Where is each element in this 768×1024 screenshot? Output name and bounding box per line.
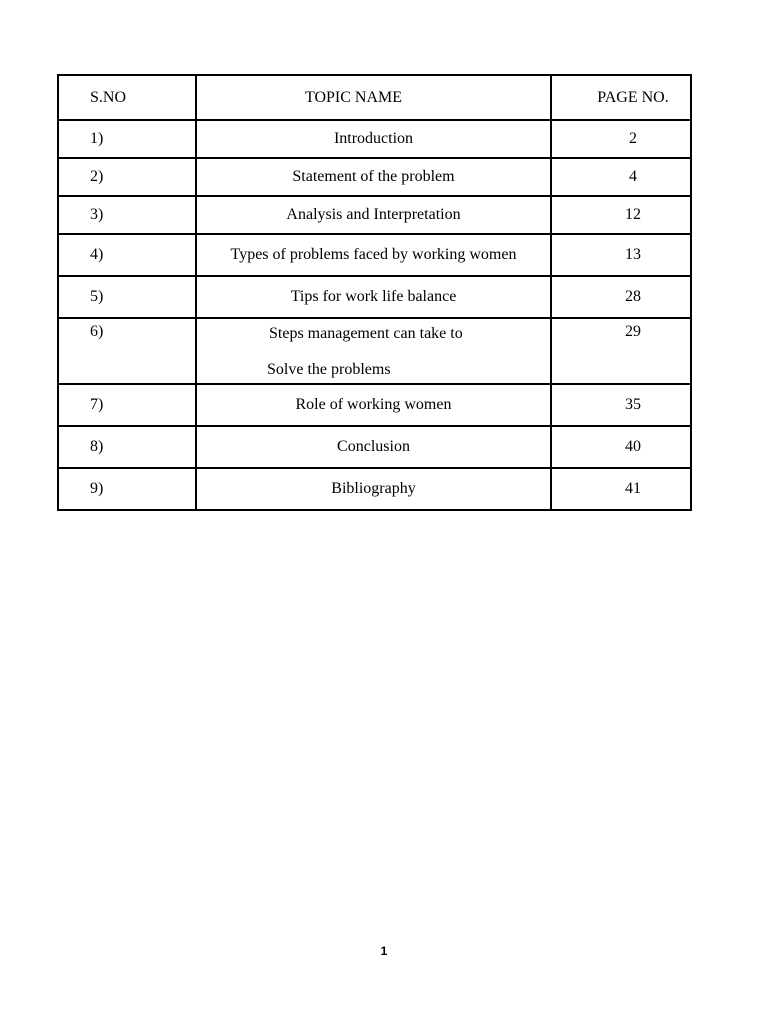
row-topic: Bibliography bbox=[196, 468, 551, 510]
row-sno: 8) bbox=[58, 426, 196, 468]
header-sno: S.NO bbox=[58, 75, 196, 120]
row-sno: 7) bbox=[58, 384, 196, 426]
header-topic-name: TOPIC NAME bbox=[196, 75, 551, 120]
table-row bbox=[58, 120, 691, 158]
row-topic: Tips for work life balance bbox=[196, 276, 551, 318]
row-page: 12 bbox=[551, 196, 691, 234]
row-sno: 6) bbox=[58, 318, 196, 384]
table-header-row bbox=[58, 75, 691, 120]
row-topic-line-2: Solve the problems bbox=[267, 361, 391, 378]
row-page: 2 bbox=[551, 120, 691, 158]
row-page: 41 bbox=[551, 468, 691, 510]
table-row bbox=[58, 468, 691, 510]
row-page: 28 bbox=[551, 276, 691, 318]
row-sno: 5) bbox=[58, 276, 196, 318]
row-topic: Introduction bbox=[196, 120, 551, 158]
row-topic: Analysis and Interpretation bbox=[196, 196, 551, 234]
row-sno: 2) bbox=[58, 158, 196, 196]
header-page-no: PAGE NO. bbox=[551, 75, 691, 120]
row-topic bbox=[196, 318, 551, 384]
row-topic: Types of problems faced by working women bbox=[196, 234, 551, 276]
row-page: 29 bbox=[551, 318, 691, 384]
table-row bbox=[58, 318, 691, 384]
row-topic: Role of working women bbox=[196, 384, 551, 426]
table-row bbox=[58, 234, 691, 276]
row-topic: Conclusion bbox=[196, 426, 551, 468]
row-page: 40 bbox=[551, 426, 691, 468]
table-row bbox=[58, 276, 691, 318]
table-row bbox=[58, 384, 691, 426]
table-of-contents bbox=[57, 74, 692, 511]
table-row bbox=[58, 426, 691, 468]
row-page: 35 bbox=[551, 384, 691, 426]
row-page: 13 bbox=[551, 234, 691, 276]
row-sno: 3) bbox=[58, 196, 196, 234]
table-row bbox=[58, 158, 691, 196]
row-sno: 4) bbox=[58, 234, 196, 276]
row-sno: 1) bbox=[58, 120, 196, 158]
row-topic: Statement of the problem bbox=[196, 158, 551, 196]
row-topic-line-1: Steps management can take to bbox=[269, 325, 463, 342]
page-number: 1 bbox=[380, 944, 388, 958]
row-sno: 9) bbox=[58, 468, 196, 510]
table-row bbox=[58, 196, 691, 234]
row-page: 4 bbox=[551, 158, 691, 196]
